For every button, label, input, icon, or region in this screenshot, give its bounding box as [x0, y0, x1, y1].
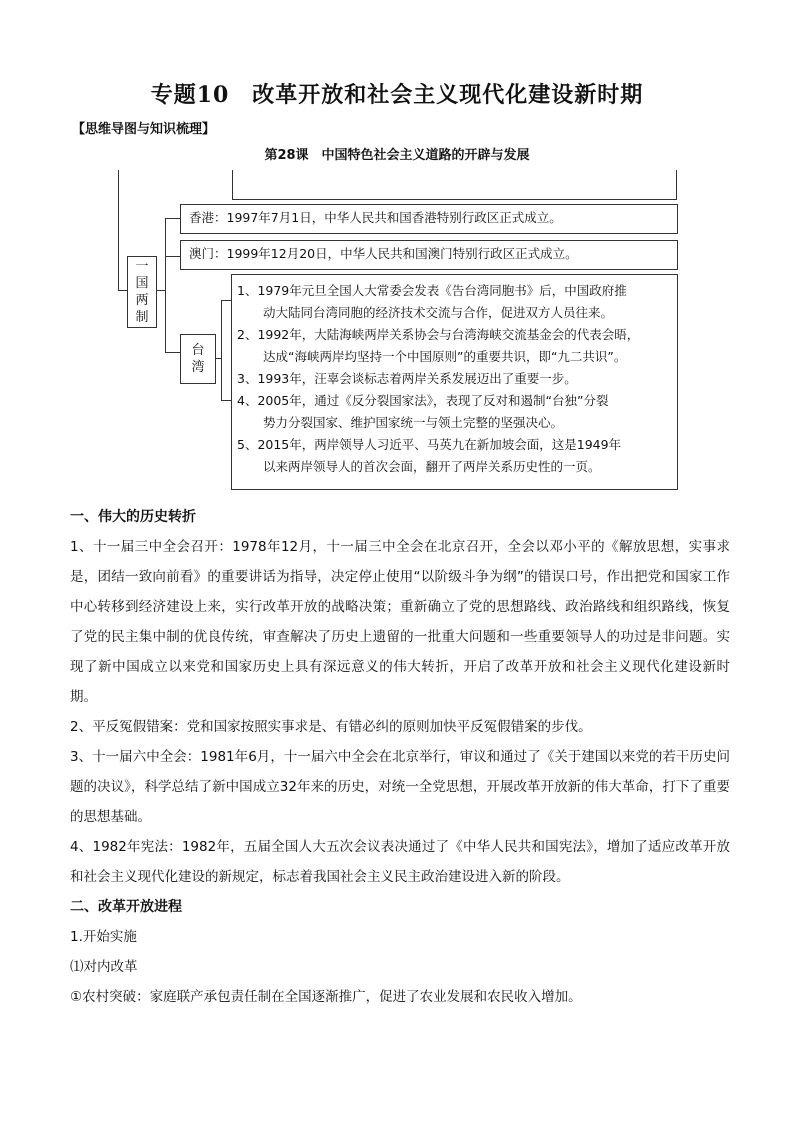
- subheading: 1.开始实施: [70, 929, 137, 945]
- taiwan-item-line1: 5、2015年，两岸领导人习近平、马英九在新加坡会面，这是1949年: [237, 437, 622, 452]
- section-tag: 【思维导图与知识梳理】: [72, 122, 216, 137]
- taiwan-bracket-v: [221, 300, 222, 400]
- taiwan-item-line1: 4、2005年，通过《反分裂国家法》，表现了反对和遏制“台独”分裂: [237, 393, 609, 408]
- paragraph: ①农村突破：家庭联产承包责任制在全国逐渐推广，促进了农业发展和农民收入增加。: [70, 989, 582, 1005]
- top-box-right-edge: [676, 170, 677, 200]
- taiwan-item-line2: 以来两岸领导人的首次会面，翻开了两岸关系历史性的一页。: [263, 459, 601, 474]
- root-node-label: 一国两制: [135, 259, 149, 325]
- taiwan-item: [237, 390, 677, 434]
- paragraph: 4、1982年宪法：1982年，五届全国人大五次会议表决通过了《中华人民共和国宪法》，增加了适应改革开放和社会主义现代化建设的新规定，标志着我国社会主义民主政治建设进入新的阶段。: [70, 839, 730, 885]
- paragraph: 1、十一届三中全会召开：1978年12月，十一届三中全会在北京召开，全会以邓小平的《解放思想，实事求是，团结一致向前看》的重要讲话为指导，决定停止使用“以阶级斗争为纲”的错误口号，作出把党和国家工作中心转移到经济建设上来，实行改革开放的战略决策；重新确立了党的思想路线、政治路线和组织路线，恢复了党的民主集中制的优良传统，审查解决了历史上遗留的一批重大问题和一些重要领导人的功过是非问题。实现了新中国成立以来党和国家历史上具有深远意义的伟大转折，开启了改革开放和社会主义现代化建设新时期。: [70, 539, 730, 705]
- taiwan-item-line2: 势力分裂国家、维护国家统一与领土完整的坚强决心。: [263, 415, 564, 430]
- taiwan-item: [237, 324, 677, 368]
- taiwan-bracket-bottom: [221, 400, 231, 401]
- paragraph: 2、平反冤假错案：党和国家按照实事求是、有错必纠的原则加快平反冤假错案的步伐。: [70, 719, 592, 735]
- paragraph: 3、十一届六中全会：1981年6月，十一届六中全会在北京举行，审议和通过了《关于建国以来党的若干历史问题的决议》，科学总结了新中国成立32年来的历史，对统一全党思想，开展改革开放新的伟大革命，打下了重要的思想基础。: [70, 749, 730, 825]
- page-title: 专题10 改革开放和社会主义现代化建设新时期: [150, 82, 644, 108]
- subheading: ⑴对内改革: [70, 959, 138, 975]
- taiwan-bracket-top: [221, 300, 231, 301]
- taiwan-item-line1: 2、1992年，大陆海峡两岸关系协会与台湾海峡交流基金会的代表会晤，: [237, 327, 640, 342]
- section-1: [70, 502, 730, 1012]
- macao-connector: [165, 256, 180, 257]
- hk-connector: [165, 218, 180, 219]
- taiwan-item: [237, 368, 677, 390]
- root-bracket-v: [165, 218, 166, 353]
- macao-node: 澳门：1999年12月20日，中华人民共和国澳门特别行政区正式成立。: [180, 240, 678, 270]
- hongkong-node: 香港：1997年7月1日，中华人民共和国香港特别行政区正式成立。: [180, 204, 678, 234]
- taiwan-item: [237, 280, 677, 324]
- section-heading: 二、改革开放进程: [70, 899, 182, 915]
- section-heading: 一、伟大的历史转折: [70, 509, 196, 525]
- taiwan-node-label: 台湾: [191, 343, 205, 375]
- taiwan-item-line1: 1、1979年元旦全国人大常委会发表《告台湾同胞书》后，中国政府推: [237, 283, 627, 298]
- root-bracket-h: [157, 290, 165, 291]
- taiwan-item-line2: 动大陆同台湾同胞的经济技术交流与合作，促进双方人员往来。: [263, 305, 614, 320]
- taiwan-item-line2: 达成“海峡两岸均坚持一个中国原则”的重要共识，即“九二共识”。: [263, 349, 627, 364]
- taiwan-item-line1: 3、1993年，汪辜会谈标志着两岸关系发展迈出了重要一步。: [237, 371, 577, 386]
- trunk-line: [118, 170, 119, 290]
- top-box-left-edge: [232, 170, 233, 200]
- taiwan-connector: [165, 352, 180, 353]
- root-node: [127, 256, 157, 328]
- lesson-title: 第28课 中国特色社会主义道路的开辟与发展: [264, 148, 530, 163]
- taiwan-item: [237, 434, 677, 478]
- taiwan-details-list: [237, 280, 677, 478]
- top-box-bottom-edge: [232, 199, 677, 200]
- taiwan-node: [180, 334, 216, 384]
